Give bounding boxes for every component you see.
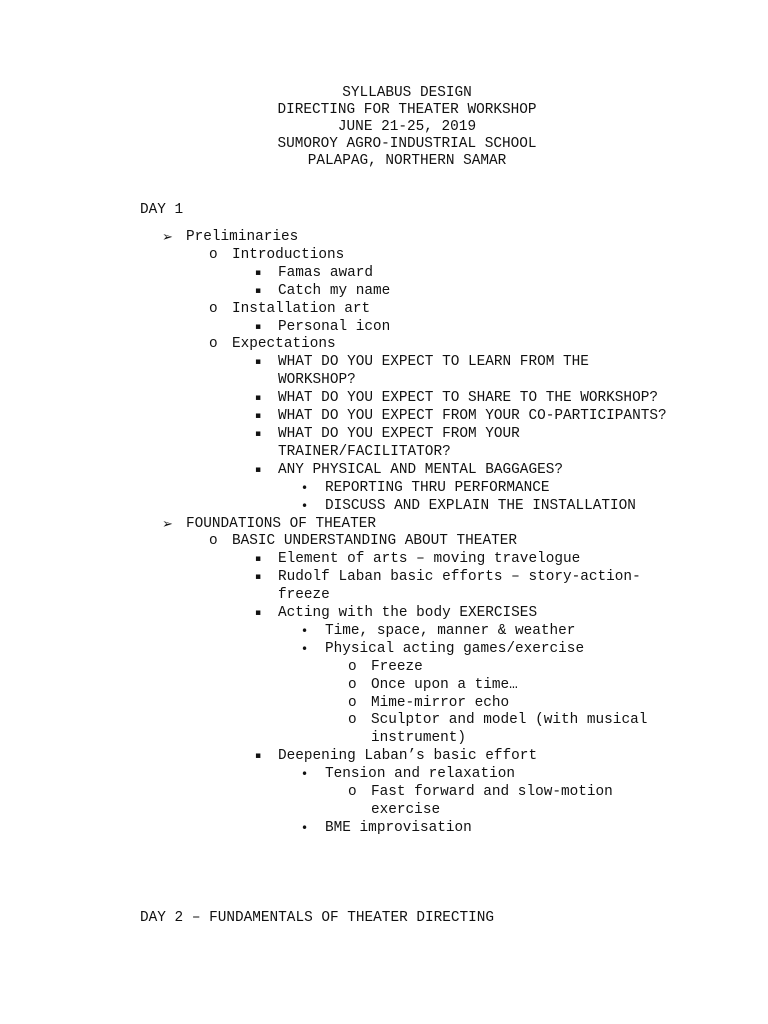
square-bullet-icon: ▪: [255, 393, 262, 404]
list-item: ▪ Personal icon: [255, 318, 391, 335]
header-date: JUNE 21-25, 2019: [337, 119, 477, 135]
header-school: SUMOROY AGRO-INDUSTRIAL SCHOOL: [277, 136, 537, 152]
square-bullet-icon: ▪: [255, 751, 262, 762]
circle-bullet-icon: o: [209, 300, 218, 317]
document-header: [0, 85, 768, 170]
dot-bullet-icon: •: [301, 623, 309, 638]
arrow-bullet-icon: ➢: [162, 516, 173, 532]
dot-bullet-icon: •: [301, 480, 309, 495]
list-item: • REPORTING THRU PERFORMANCE: [301, 479, 550, 496]
circle-bullet-icon: o: [348, 658, 357, 675]
dot-bullet-icon: •: [301, 498, 309, 513]
list-item: • DISCUSS AND EXPLAIN THE INSTALLATION: [301, 497, 636, 514]
list-item: ▪ ANY PHYSICAL AND MENTAL BAGGAGES?: [255, 461, 563, 478]
square-bullet-icon: ▪: [255, 321, 262, 332]
circle-bullet-icon: o: [348, 676, 357, 693]
circle-bullet-icon: o: [209, 533, 218, 550]
square-bullet-icon: ▪: [255, 428, 262, 439]
list-item: ▪ Deepening Laban’s basic effort: [255, 748, 538, 765]
list-item: ▪ Catch my name: [255, 282, 391, 299]
list-item: ▪ WHAT DO YOU EXPECT FROM YOUR CO-PARTICIPANTS?: [255, 408, 667, 425]
square-bullet-icon: ▪: [255, 572, 262, 583]
list-item: • Time, space, manner & weather: [301, 622, 576, 639]
list-item: o Expectations: [209, 336, 336, 353]
header-title: SYLLABUS DESIGN: [342, 85, 472, 101]
list-item: ▪ Acting with the body EXERCISES: [255, 605, 538, 622]
list-item: ▪ WHAT DO YOU EXPECT TO SHARE TO THE WORKSHOP?: [255, 390, 658, 407]
list-item: o Introductions: [209, 246, 345, 263]
list-item: ▪ WHAT DO YOU EXPECT FROM YOUR TRAINER/FACILITATOR?: [255, 425, 520, 460]
day1-outline: [0, 229, 768, 838]
list-item: ▪ Famas award: [255, 264, 373, 281]
circle-bullet-icon: o: [209, 246, 218, 263]
square-bullet-icon: ▪: [255, 554, 262, 565]
list-item: o BASIC UNDERSTANDING ABOUT THEATER: [209, 533, 517, 550]
square-bullet-icon: ▪: [255, 411, 262, 422]
circle-bullet-icon: o: [348, 712, 357, 729]
arrow-bullet-icon: ➢: [162, 230, 173, 245]
square-bullet-icon: ▪: [255, 267, 262, 278]
square-bullet-icon: ▪: [255, 608, 262, 619]
list-item: o Freeze: [348, 658, 423, 675]
circle-bullet-icon: o: [209, 336, 218, 353]
circle-bullet-icon: o: [348, 694, 357, 711]
list-item: o Fast forward and slow-motion exercise: [348, 784, 613, 818]
dot-bullet-icon: •: [301, 820, 309, 835]
list-item: • BME improvisation: [301, 819, 472, 836]
list-item: ➢ Preliminaries: [162, 229, 299, 245]
dot-bullet-icon: •: [301, 641, 309, 656]
day2-heading: DAY 2 – FUNDAMENTALS OF THEATER DIRECTING: [140, 910, 495, 926]
list-item: • Physical acting games/exercise: [301, 640, 585, 657]
list-item: ▪ Rudolf Laban basic efforts – story-action-freeze: [255, 569, 641, 604]
square-bullet-icon: ▪: [255, 285, 262, 296]
day1-heading: DAY 1: [140, 202, 184, 218]
dot-bullet-icon: •: [301, 767, 309, 782]
list-item: o Sculptor and model (with musical instrument): [348, 712, 648, 747]
header-workshop: DIRECTING FOR THEATER WORKSHOP: [277, 102, 537, 118]
list-item: • Tension and relaxation: [301, 766, 515, 783]
list-item: o Mime-mirror echo: [348, 694, 510, 711]
square-bullet-icon: ▪: [255, 464, 262, 475]
list-item: ➢ FOUNDATIONS OF THEATER: [162, 515, 376, 532]
square-bullet-icon: ▪: [255, 357, 262, 368]
list-item: o Installation art: [209, 300, 371, 317]
circle-bullet-icon: o: [348, 784, 357, 801]
list-item: o Once upon a time…: [348, 676, 518, 693]
list-item: ▪ WHAT DO YOU EXPECT TO LEARN FROM THE WORKSHOP?: [255, 354, 589, 389]
header-location: PALAPAG, NORTHERN SAMAR: [307, 153, 507, 169]
list-item: ▪ Element of arts – moving travelogue: [255, 551, 581, 568]
